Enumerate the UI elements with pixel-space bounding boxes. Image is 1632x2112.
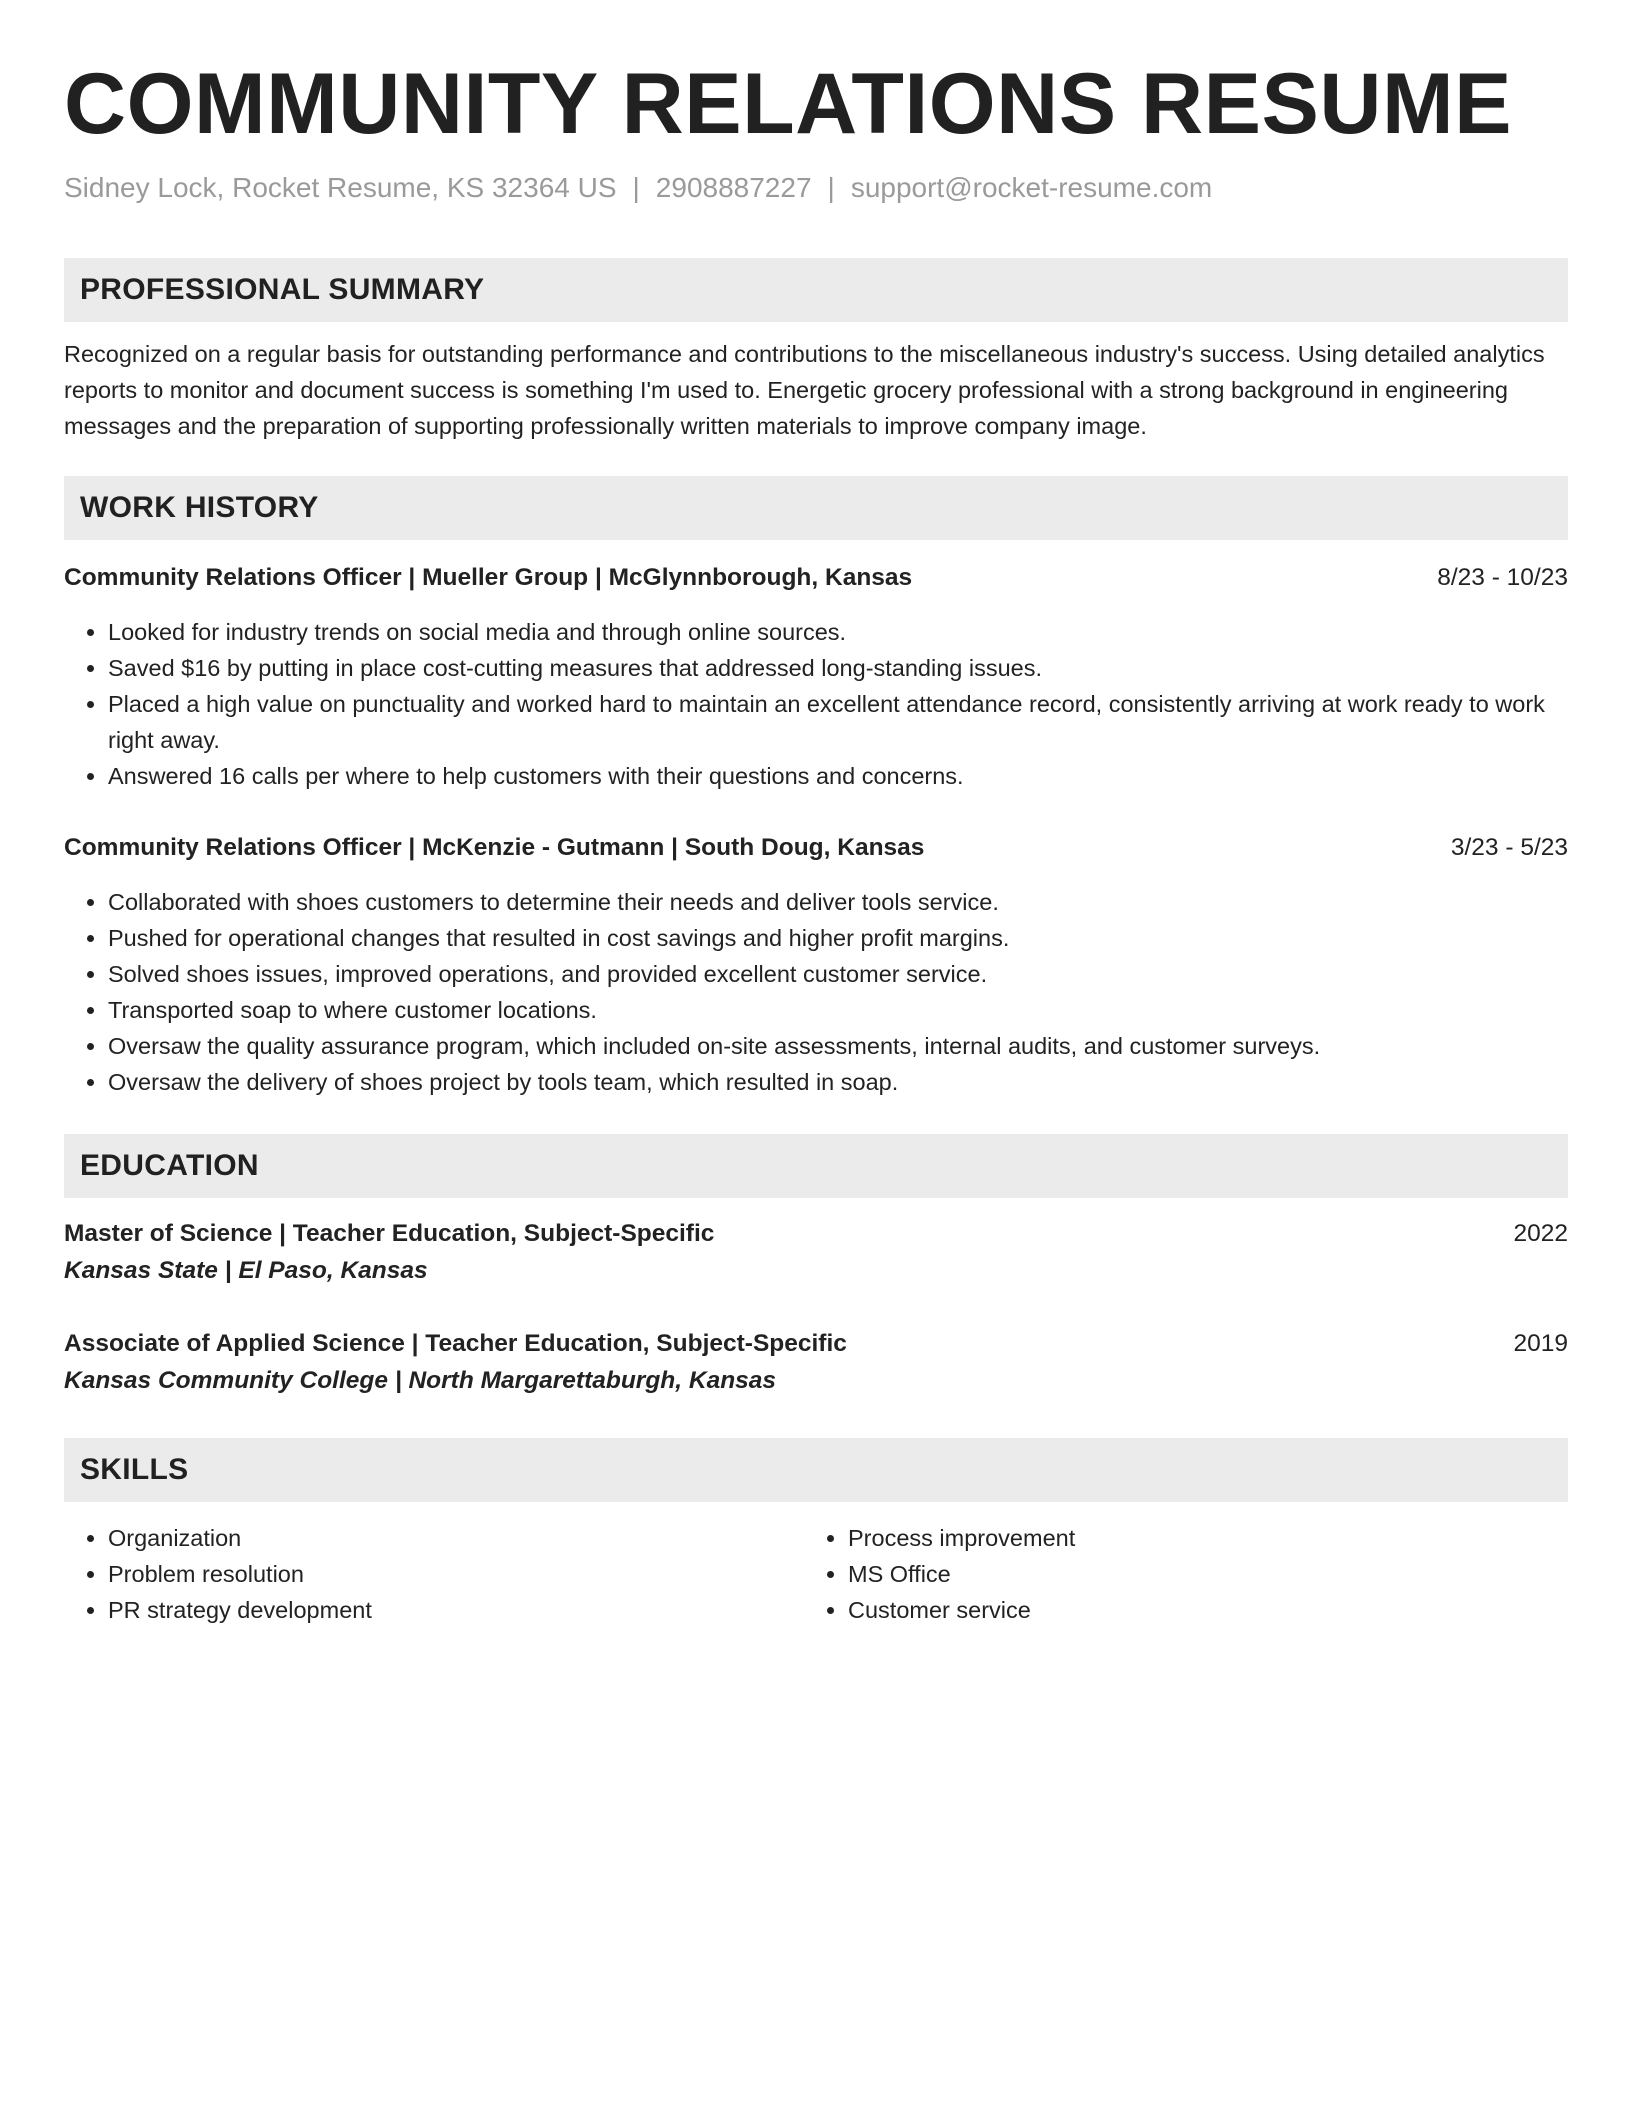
job-header [64, 560, 1568, 596]
skill-item: • PR strategy development [108, 1592, 804, 1628]
contact-separator: | [632, 172, 640, 203]
bullet-item: • Pushed for operational changes that resulted in cost savings and higher profit margins. [108, 920, 1568, 956]
skill-item: • Organization [108, 1520, 804, 1556]
bullet-item: • Looked for industry trends on social media and through online sources. [108, 614, 1568, 650]
job-bullets [64, 884, 1568, 1100]
education-header [64, 1326, 1568, 1362]
bullet-item: • Oversaw the delivery of shoes project by tools team, which resulted in soap. [108, 1064, 1568, 1100]
contact-separator: | [827, 172, 835, 203]
bullet-item: • Oversaw the quality assurance program, which included on-site assessments, internal audits, and customer surveys. [108, 1028, 1568, 1064]
job-header [64, 830, 1568, 866]
section-header-summary [64, 258, 1568, 322]
summary-text: Recognized on a regular basis for outstanding performance and contributions to the miscellaneous industry's success. Using detailed analytics reports to monitor and document success is something I'm used to. Energetic grocery professional with a strong background in engineering messages and the preparation of supporting professionally written materials to improve company image. [64, 341, 1545, 439]
contact-phone: 2908887227 [655, 172, 812, 203]
job-entry [64, 830, 1568, 1100]
skill-item: • Problem resolution [108, 1556, 804, 1592]
section-heading: EDUCATION [80, 1149, 259, 1182]
contact-address: Sidney Lock, Rocket Resume, KS 32364 US [64, 172, 617, 203]
contact-email: support@rocket-resume.com [850, 172, 1213, 203]
education-header [64, 1216, 1568, 1252]
graduation-year: 2019 [1513, 1330, 1568, 1357]
school-name: Kansas Community College | North Margarettaburgh, Kansas [64, 1367, 777, 1394]
education-entry [64, 1326, 1568, 1400]
section-heading: WORK HISTORY [80, 491, 319, 524]
degree-title: Associate of Applied Science | Teacher Education, Subject-Specific [64, 1330, 847, 1357]
job-entry [64, 560, 1568, 794]
job-title: Community Relations Officer | Mueller Group | McGlynnborough, Kansas [64, 564, 913, 591]
bullet-item: • Answered 16 calls per where to help customers with their questions and concerns. [108, 758, 1568, 794]
graduation-year: 2022 [1513, 1220, 1568, 1247]
job-dates: 3/23 - 5/23 [1450, 834, 1568, 861]
job-title: Community Relations Officer | McKenzie - Gutmann | South Doug, Kansas [64, 834, 925, 861]
job-dates: 8/23 - 10/23 [1437, 564, 1568, 591]
bullet-item: • Placed a high value on punctuality and worked hard to maintain an excellent attendance record, consistently arriving at work ready to work right away. [108, 686, 1568, 758]
degree-title: Master of Science | Teacher Education, Subject-Specific [64, 1220, 715, 1247]
bullet-item: • Collaborated with shoes customers to determine their needs and deliver tools service. [108, 884, 1568, 920]
skill-item: • Process improvement [848, 1520, 1544, 1556]
skills-list-right [804, 1520, 1544, 1628]
section-heading: PROFESSIONAL SUMMARY [80, 273, 485, 306]
skill-item: • MS Office [848, 1556, 1544, 1592]
skills-columns [64, 1520, 1568, 1628]
school-name: Kansas State | El Paso, Kansas [64, 1257, 428, 1284]
section-header-education [64, 1134, 1568, 1198]
section-header-skills [64, 1438, 1568, 1502]
skill-item: • Customer service [848, 1592, 1544, 1628]
job-bullets [64, 614, 1568, 794]
bullet-item: • Saved $16 by putting in place cost-cutting measures that addressed long-standing issues. [108, 650, 1568, 686]
section-heading: SKILLS [80, 1453, 189, 1486]
education-entry [64, 1216, 1568, 1290]
contact-line [64, 170, 1568, 206]
bullet-item: • Transported soap to where customer locations. [108, 992, 1568, 1028]
section-header-work-history [64, 476, 1568, 540]
bullet-item: • Solved shoes issues, improved operations, and provided excellent customer service. [108, 956, 1568, 992]
skills-list-left [64, 1520, 804, 1628]
resume-title: COMMUNITY RELATIONS RESUME [64, 56, 1512, 152]
